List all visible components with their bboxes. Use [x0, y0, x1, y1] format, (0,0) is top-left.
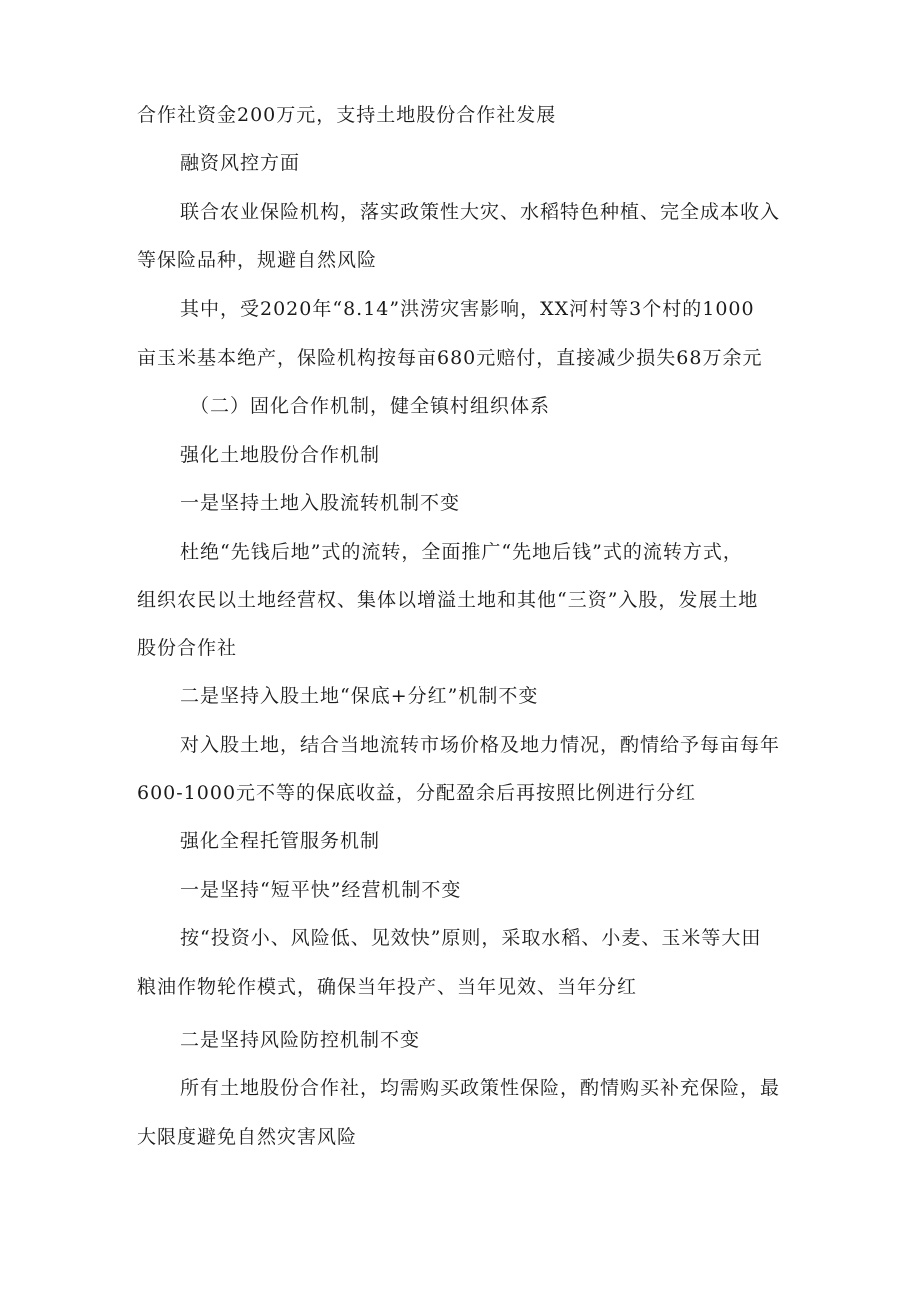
- section-heading: （二）固化合作机制，健全镇村组织体系: [190, 395, 551, 417]
- paragraph-line: 等保险品种，规避自然风险: [137, 249, 378, 271]
- paragraph-line: 杜绝“先钱后地”式的流转，全面推广“先地后钱”式的流转方式，: [180, 541, 743, 563]
- section-heading: 二是坚持风险防控机制不变: [180, 1029, 421, 1051]
- paragraph-line: 600-1000元不等的保底收益，分配盈余后再按照比例进行分红: [137, 782, 697, 804]
- paragraph-line: 按“投资小、风险低、见效快”原则，采取水稻、小麦、玉米等大田: [180, 927, 762, 949]
- section-heading: 强化全程托管服务机制: [180, 830, 381, 852]
- section-heading: 一是坚持土地入股流转机制不变: [180, 492, 461, 514]
- paragraph-line: 对入股土地，结合当地流转市场价格及地力情况，酌情给予每亩每年: [180, 734, 781, 756]
- paragraph-line: 其中，受2020年“8.14”洪涝灾害影响，XX河村等3个村的1000: [180, 298, 755, 320]
- section-heading: 强化土地股份合作机制: [180, 444, 381, 466]
- paragraph-line: 大限度避免自然灾害风险: [137, 1126, 358, 1148]
- paragraph-line: 股份合作社: [137, 637, 238, 659]
- paragraph-line: 组织农民以土地经营权、集体以增溢土地和其他“三资”入股，发展土地: [137, 589, 759, 611]
- paragraph-line: 所有土地股份合作社，均需购买政策性保险，酌情购买补充保险，最: [180, 1077, 781, 1099]
- paragraph-line: 联合农业保险机构，落实政策性大灾、水稻特色种植、完全成本收入: [180, 201, 781, 223]
- paragraph-line: 粮油作物轮作模式，确保当年投产、当年见效、当年分红: [137, 976, 638, 998]
- paragraph-line: 亩玉米基本绝产，保险机构按每亩680元赔付，直接减少损失68万余元: [137, 347, 763, 369]
- section-heading: 二是坚持入股土地“保底+分红”机制不变: [180, 685, 539, 707]
- section-heading: 一是坚持“短平快”经营机制不变: [180, 879, 462, 901]
- section-heading: 融资风控方面: [180, 152, 301, 174]
- paragraph-line: 合作社资金200万元，支持土地股份合作社发展: [137, 104, 557, 126]
